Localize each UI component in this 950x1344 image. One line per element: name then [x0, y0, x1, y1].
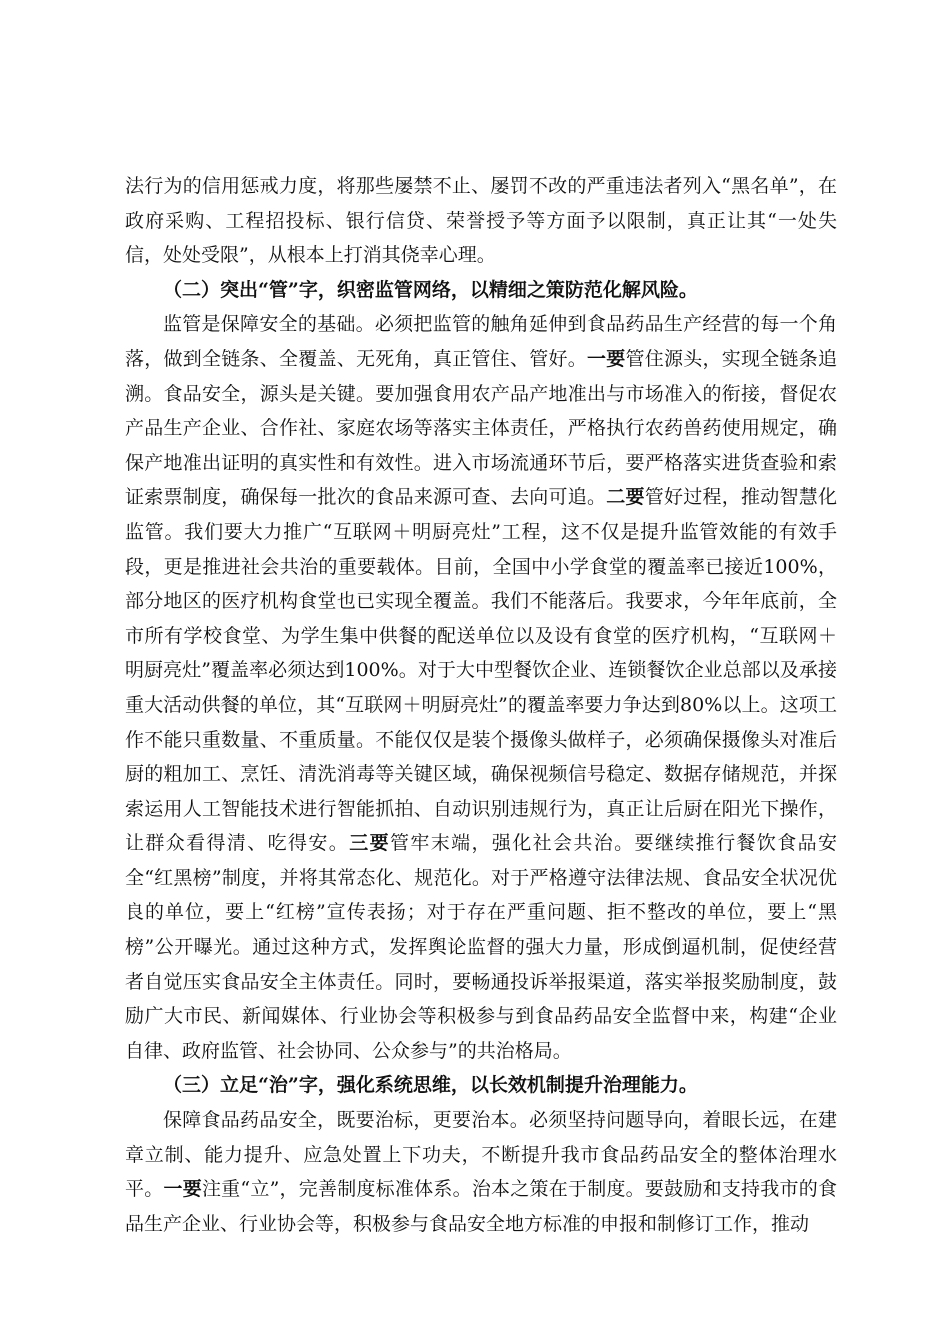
text-segment: 管住源头，实现全链条追溯。食品安全，源头是关键。要加强食用农产品产地准出与市场准入的衔接，督促农产品生产企业、合作社、家庭农场等落实主体责任，严格执行农药兽药使用规定，确保产地准出证明的真实性和有效性。进入市场流通环节后，要严格落实进货查验和索证索票制度，确保每一批次的食品来源可查、去向可追。 [125, 347, 837, 509]
document-page [125, 169, 837, 1241]
keyword-first: 一要 [586, 347, 626, 370]
section-heading-3: （三）立足“治”字，强化系统思维，以长效机制提升治理能力。 [163, 1074, 698, 1097]
keyword-third: 三要 [349, 832, 390, 855]
section-heading-2: （二）突出“管”字，织密监管网络，以精细之策防范化解风险。 [163, 278, 698, 301]
paragraph-governance [125, 1103, 837, 1241]
text-segment: 监管是保障安全的基础。必须把监管的触角延伸到食品药品生产经营的每一个角落，做到全链条、全覆盖、无死角，真正管住、管好。 [125, 313, 837, 370]
paragraph-supervision [125, 307, 837, 1068]
paragraph-credit-penalty: 法行为的信用惩戒力度，将那些屡禁不止、屡罚不改的严重违法者列入“黑名单”，在政府采购、工程招投标、银行信贷、荣誉授予等方面予以限制，真正让其“一处失信，处处受限”，从根本上打消其侥幸心理。 [125, 175, 837, 267]
keyword-first: 一要 [163, 1178, 202, 1201]
text-segment: 管好过程，推动智慧化监管。我们要大力推广“互联网＋明厨亮灶”工程，这不仅是提升监管效能的有效手段，更是推进社会共治的重要载体。目前，全国中小学食堂的覆盖率已接近100%，部分地区的医疗机构食堂也已实现全覆盖。我们不能落后。我要求，今年年底前，全市所有学校食堂、为学生集中供餐的配送单位以及设有食堂的医疗机构，“互联网＋明厨亮灶”覆盖率必须达到100%。对于大中型餐饮企业、连锁餐饮企业总部以及承接重大活动供餐的单位，其“互联网＋明厨亮灶”的覆盖率要力争达到80%以上。这项工作不能只重数量、不重质量。不能仅仅是装个摄像头做样子，必须确保摄像头对准后厨的粗加工、烹饪、清洗消毒等关键区域，确保视频信号稳定、数据存储规范，并探索运用人工智能技术进行智能抓拍、自动识别违规行为，真正让后厨在阳光下操作，让群众看得清、吃得安。 [125, 486, 837, 855]
text-segment: 保障食品药品安全，既要治标，更要治本。必须坚持问题导向，着眼长远，在建章立制、能力提升、应急处置上下功夫，不断提升我市食品药品安全的整体治理水平。 [125, 1109, 837, 1201]
text-segment: 注重“立”，完善制度标准体系。治本之策在于制度。要鼓励和支持我市的食品生产企业、行业协会等，积极参与食品安全地方标准的申报和制修订工作，推动 [125, 1178, 837, 1235]
keyword-second: 二要 [606, 486, 645, 509]
text-segment: 管牢末端，强化社会共治。要继续推行餐饮食品安全“红黑榜”制度，并将其常态化、规范化。对于严格遵守法律法规、食品安全状况优良的单位，要上“红榜”宣传表扬；对于存在严重问题、拒不整改的单位，要上“黑榜”公开曝光。通过这种方式，发挥舆论监督的强大力量，形成倒逼机制，促使经营者自觉压实食品安全主体责任。同时，要畅通投诉举报渠道，落实举报奖励制度，鼓励广大市民、新闻媒体、行业协会等积极参与到食品药品安全监督中来，构建“企业自律、政府监管、社会协同、公众参与”的共治格局。 [125, 832, 837, 1062]
